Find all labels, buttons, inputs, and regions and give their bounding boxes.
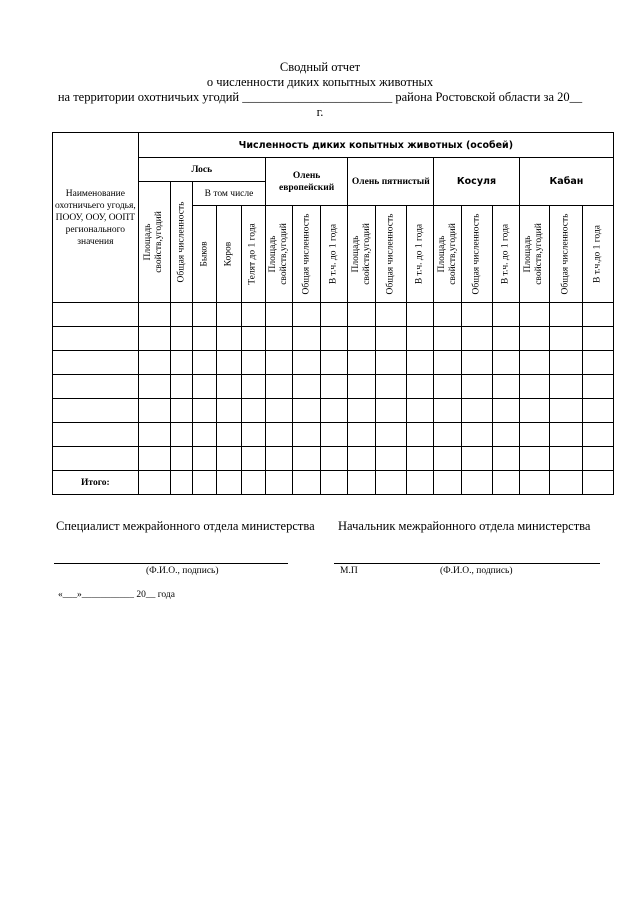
row-value-cell[interactable] xyxy=(321,423,348,447)
row-name-cell[interactable] xyxy=(53,375,139,399)
row-value-cell[interactable] xyxy=(193,375,217,399)
row-value-cell[interactable] xyxy=(348,375,375,399)
row-value-cell[interactable] xyxy=(241,375,265,399)
row-value-cell[interactable] xyxy=(293,423,321,447)
row-value-cell[interactable] xyxy=(519,447,549,471)
stamp-caption: М.П xyxy=(340,566,358,576)
row-value-cell[interactable] xyxy=(375,399,406,423)
table-row xyxy=(53,447,614,471)
row-value-cell[interactable] xyxy=(170,423,192,447)
row-value-cell[interactable] xyxy=(519,303,549,327)
row-value-cell[interactable] xyxy=(170,327,192,351)
row-value-cell[interactable] xyxy=(241,399,265,423)
report-subtitle: о численности диких копытных животных xyxy=(206,75,434,89)
row-value-cell[interactable] xyxy=(241,303,265,327)
row-value-cell[interactable] xyxy=(138,303,170,327)
row-value-cell[interactable] xyxy=(265,399,292,423)
date-line: «___»___________ 20__ года xyxy=(58,590,175,600)
row-value-cell[interactable] xyxy=(406,375,433,399)
species-sika-deer: Олень пятнистый xyxy=(348,158,434,206)
report-territory-line: на территории охотничьих угодий ________________________ района Ростовской области за 20__ xyxy=(57,90,583,104)
species-red-deer: Олень европейский xyxy=(265,158,348,206)
row-value-cell[interactable] xyxy=(492,447,519,471)
row-value-cell[interactable] xyxy=(583,423,614,447)
row-value-cell[interactable] xyxy=(293,303,321,327)
row-value-cell[interactable] xyxy=(348,423,375,447)
row-value-cell[interactable] xyxy=(406,399,433,423)
row-value-cell[interactable] xyxy=(406,351,433,375)
species-roe-deer: Косуля xyxy=(434,158,520,206)
total-cell[interactable] xyxy=(492,471,519,495)
specialist-label: Специалист межрайонного отдела министерства xyxy=(56,519,315,533)
table-row xyxy=(53,399,614,423)
col-red-area: Площадь свойств,угодий xyxy=(265,206,292,303)
row-value-cell[interactable] xyxy=(265,423,292,447)
row-value-cell[interactable] xyxy=(193,399,217,423)
row-value-cell[interactable] xyxy=(217,423,241,447)
total-cell[interactable] xyxy=(375,471,406,495)
row-value-cell[interactable] xyxy=(375,303,406,327)
row-value-cell[interactable] xyxy=(462,399,492,423)
row-value-cell[interactable] xyxy=(138,447,170,471)
row-value-cell[interactable] xyxy=(170,351,192,375)
row-value-cell[interactable] xyxy=(170,375,192,399)
row-value-cell[interactable] xyxy=(583,375,614,399)
row-value-cell[interactable] xyxy=(434,351,462,375)
row-value-cell[interactable] xyxy=(241,351,265,375)
row-value-cell[interactable] xyxy=(583,447,614,471)
row-value-cell[interactable] xyxy=(193,303,217,327)
row-value-cell[interactable] xyxy=(550,351,583,375)
row-value-cell[interactable] xyxy=(293,375,321,399)
row-value-cell[interactable] xyxy=(519,327,549,351)
row-name-cell[interactable] xyxy=(53,327,139,351)
numbers-header: Численность диких копытных животных (особей) xyxy=(138,133,613,158)
col-boar-under1: В т.ч.до 1 года xyxy=(583,206,614,303)
total-cell[interactable] xyxy=(434,471,462,495)
row-value-cell[interactable] xyxy=(265,327,292,351)
col-red-under1: В т.ч. до 1 года xyxy=(321,206,348,303)
total-cell[interactable] xyxy=(348,471,375,495)
row-value-cell[interactable] xyxy=(492,399,519,423)
row-value-cell[interactable] xyxy=(462,351,492,375)
row-value-cell[interactable] xyxy=(241,327,265,351)
total-label: Итого: xyxy=(53,471,139,495)
row-value-cell[interactable] xyxy=(170,447,192,471)
row-value-cell[interactable] xyxy=(241,447,265,471)
row-value-cell[interactable] xyxy=(434,303,462,327)
row-value-cell[interactable] xyxy=(217,303,241,327)
total-cell[interactable] xyxy=(217,471,241,495)
row-value-cell[interactable] xyxy=(434,399,462,423)
row-name-cell[interactable] xyxy=(53,351,139,375)
table-row xyxy=(53,423,614,447)
row-value-cell[interactable] xyxy=(583,351,614,375)
row-value-cell[interactable] xyxy=(170,399,192,423)
table-row xyxy=(53,375,614,399)
row-value-cell[interactable] xyxy=(265,447,292,471)
row-value-cell[interactable] xyxy=(348,303,375,327)
row-value-cell[interactable] xyxy=(492,303,519,327)
row-value-cell[interactable] xyxy=(348,447,375,471)
col-roe-area: Площадь свойств,угодий xyxy=(434,206,462,303)
row-value-cell[interactable] xyxy=(406,447,433,471)
row-value-cell[interactable] xyxy=(321,303,348,327)
row-value-cell[interactable] xyxy=(217,447,241,471)
row-value-cell[interactable] xyxy=(138,351,170,375)
row-value-cell[interactable] xyxy=(138,327,170,351)
row-value-cell[interactable] xyxy=(193,423,217,447)
row-value-cell[interactable] xyxy=(193,447,217,471)
row-value-cell[interactable] xyxy=(348,399,375,423)
row-value-cell[interactable] xyxy=(519,351,549,375)
row-value-cell[interactable] xyxy=(550,423,583,447)
including-header: В том числе xyxy=(193,182,266,206)
row-value-cell[interactable] xyxy=(293,399,321,423)
row-value-cell[interactable] xyxy=(217,399,241,423)
row-name-cell[interactable] xyxy=(53,399,139,423)
row-value-cell[interactable] xyxy=(265,375,292,399)
table-row xyxy=(53,327,614,351)
row-value-cell[interactable] xyxy=(138,375,170,399)
row-value-cell[interactable] xyxy=(375,423,406,447)
row-value-cell[interactable] xyxy=(138,399,170,423)
row-value-cell[interactable] xyxy=(406,327,433,351)
row-value-cell[interactable] xyxy=(462,423,492,447)
row-value-cell[interactable] xyxy=(519,399,549,423)
col-sika-under1: В т.ч. до 1 года xyxy=(406,206,433,303)
report-year-suffix: г. xyxy=(316,105,324,119)
row-value-cell[interactable] xyxy=(265,303,292,327)
fio-right-caption: (Ф.И.О., подпись) xyxy=(440,566,513,576)
row-value-cell[interactable] xyxy=(293,447,321,471)
table-row xyxy=(53,351,614,375)
total-cell[interactable] xyxy=(583,471,614,495)
row-value-cell[interactable] xyxy=(217,375,241,399)
row-value-cell[interactable] xyxy=(375,351,406,375)
total-cell[interactable] xyxy=(241,471,265,495)
total-cell[interactable] xyxy=(193,471,217,495)
chief-signature-line[interactable] xyxy=(334,563,600,564)
row-value-cell[interactable] xyxy=(293,327,321,351)
row-value-cell[interactable] xyxy=(583,399,614,423)
total-cell[interactable] xyxy=(138,471,170,495)
row-value-cell[interactable] xyxy=(321,351,348,375)
row-value-cell[interactable] xyxy=(434,447,462,471)
data-rows xyxy=(53,303,614,471)
total-cell[interactable] xyxy=(462,471,492,495)
row-value-cell[interactable] xyxy=(519,375,549,399)
col-boar-area: Площадь свойств,угодий xyxy=(519,206,549,303)
row-value-cell[interactable] xyxy=(217,327,241,351)
row-value-cell[interactable] xyxy=(375,375,406,399)
row-value-cell[interactable] xyxy=(492,351,519,375)
row-name-cell[interactable] xyxy=(53,447,139,471)
row-value-cell[interactable] xyxy=(406,303,433,327)
name-column-header: Наименование охотничьего угодья, ПООУ, ООУ, ООПТ регионального значения xyxy=(53,133,139,303)
col-elk-calves: Телят до 1 года xyxy=(241,206,265,303)
row-value-cell[interactable] xyxy=(321,327,348,351)
row-value-cell[interactable] xyxy=(293,351,321,375)
row-value-cell[interactable] xyxy=(193,327,217,351)
report-title: Сводный отчет xyxy=(279,60,361,74)
row-value-cell[interactable] xyxy=(321,375,348,399)
row-value-cell[interactable] xyxy=(462,447,492,471)
row-value-cell[interactable] xyxy=(550,447,583,471)
row-value-cell[interactable] xyxy=(348,351,375,375)
col-elk-bulls: Быков xyxy=(193,206,217,303)
row-value-cell[interactable] xyxy=(321,399,348,423)
total-cell[interactable] xyxy=(265,471,292,495)
row-value-cell[interactable] xyxy=(138,423,170,447)
col-sika-total: Общая численность xyxy=(375,206,406,303)
fio-left-caption: (Ф.И.О., подпись) xyxy=(146,566,219,576)
row-value-cell[interactable] xyxy=(434,375,462,399)
row-value-cell[interactable] xyxy=(170,303,192,327)
row-value-cell[interactable] xyxy=(492,327,519,351)
row-value-cell[interactable] xyxy=(550,399,583,423)
total-cell[interactable] xyxy=(406,471,433,495)
col-boar-total: Общая численность xyxy=(550,206,583,303)
row-value-cell[interactable] xyxy=(193,351,217,375)
chief-label: Начальник межрайонного отдела министерства xyxy=(338,519,591,533)
row-value-cell[interactable] xyxy=(241,423,265,447)
row-value-cell[interactable] xyxy=(434,327,462,351)
row-value-cell[interactable] xyxy=(462,303,492,327)
row-value-cell[interactable] xyxy=(519,423,549,447)
row-value-cell[interactable] xyxy=(462,327,492,351)
total-cell[interactable] xyxy=(293,471,321,495)
specialist-signature-line[interactable] xyxy=(54,563,288,564)
row-value-cell[interactable] xyxy=(434,423,462,447)
row-name-cell[interactable] xyxy=(53,423,139,447)
table-row xyxy=(53,303,614,327)
row-value-cell[interactable] xyxy=(583,303,614,327)
row-value-cell[interactable] xyxy=(492,375,519,399)
row-value-cell[interactable] xyxy=(375,327,406,351)
row-value-cell[interactable] xyxy=(217,351,241,375)
row-value-cell[interactable] xyxy=(462,375,492,399)
total-cell[interactable] xyxy=(170,471,192,495)
total-cell[interactable] xyxy=(519,471,549,495)
row-value-cell[interactable] xyxy=(492,423,519,447)
col-elk-area: Площадь свойств,угодий xyxy=(138,182,170,303)
col-red-total: Общая численность xyxy=(293,206,321,303)
col-elk-cows: Коров xyxy=(217,206,241,303)
col-roe-under1: В т.ч. до 1 года xyxy=(492,206,519,303)
species-elk: Лось xyxy=(138,158,265,182)
row-value-cell[interactable] xyxy=(406,423,433,447)
total-cell[interactable] xyxy=(550,471,583,495)
col-roe-total: Общая численность xyxy=(462,206,492,303)
row-value-cell[interactable] xyxy=(321,447,348,471)
row-value-cell[interactable] xyxy=(550,303,583,327)
row-name-cell[interactable] xyxy=(53,303,139,327)
species-boar: Кабан xyxy=(519,158,613,206)
total-row xyxy=(53,471,614,495)
row-value-cell[interactable] xyxy=(375,447,406,471)
total-cell[interactable] xyxy=(321,471,348,495)
col-elk-total: Общая численность xyxy=(170,182,192,303)
row-value-cell[interactable] xyxy=(550,375,583,399)
row-value-cell[interactable] xyxy=(550,327,583,351)
row-value-cell[interactable] xyxy=(583,327,614,351)
row-value-cell[interactable] xyxy=(348,327,375,351)
row-value-cell[interactable] xyxy=(265,351,292,375)
col-sika-area: Площадь свойств,угодий xyxy=(348,206,375,303)
report-table xyxy=(52,132,614,495)
